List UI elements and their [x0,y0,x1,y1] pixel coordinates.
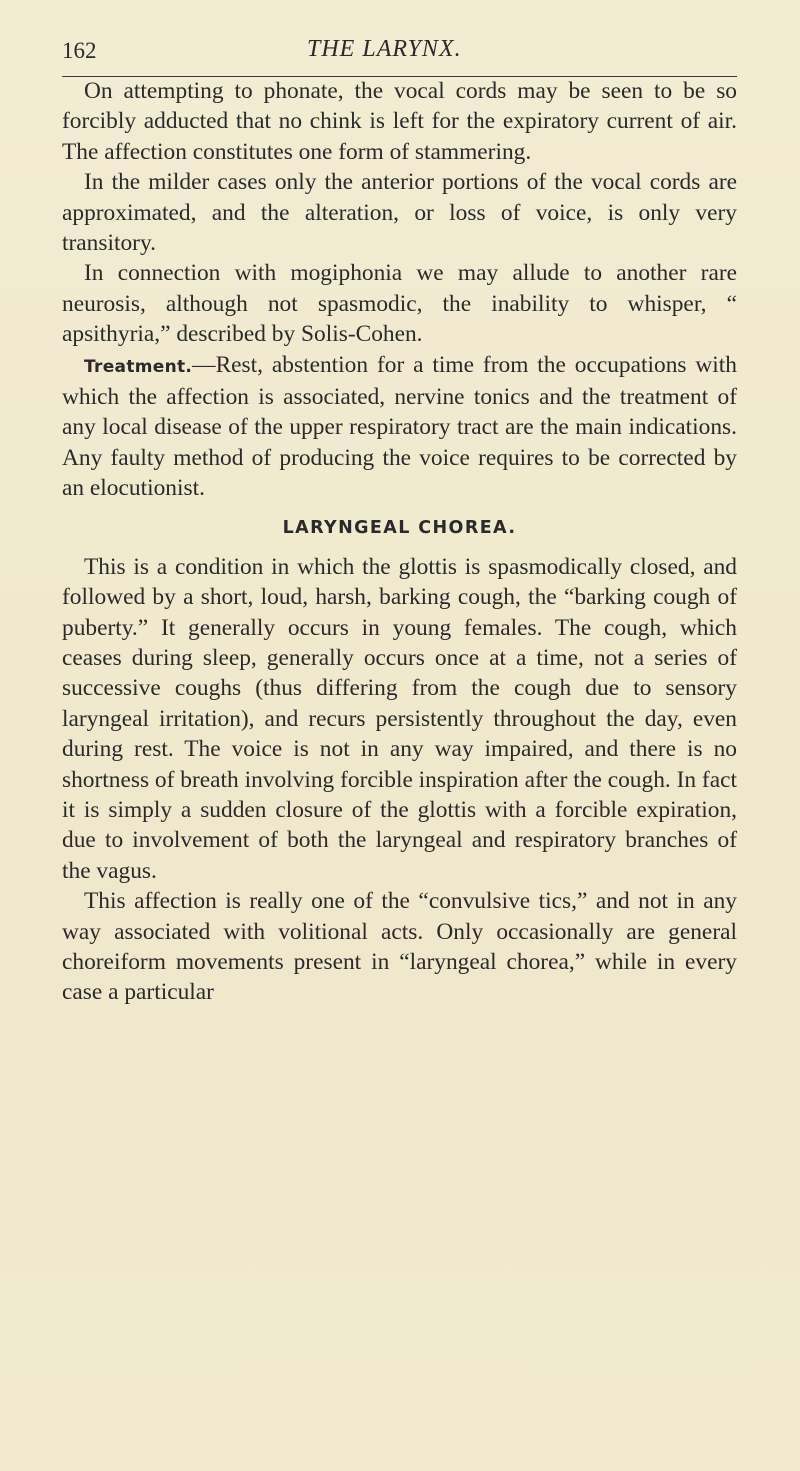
paragraph-stammering: On attempting to phonate, the vocal cords may be seen to be so forcibly adducted that no chink is left for the expiratory current of air. The affection constitutes one form of stammering. [62,78,737,165]
paragraph-treatment [62,350,737,504]
page-header [62,36,742,72]
paragraph-apsithyria: In connection with mogiphonia we may allude to another rare neurosis, although not spasmodic, the inability to whisper, “ apsithyria,” described by Solis-Cohen. [62,260,737,348]
paragraph-convulsive-tics: This affection is really one of the “convulsive tics,” and not in any way associated with volitional acts. Only occasionally are general choreiform movements present in “laryngeal chorea,” while in every case a particular [62,888,737,1006]
treatment-lead: Treatment. [84,356,193,377]
treatment-text: —Rest, abstention for a time from the occupations with which the affection is associated, nervine tonics and the treatment of any local disease of the upper respiratory tract are the main indications. Any faulty method of producing the voice requires to be corrected by an elocutionist. [62,351,737,502]
paragraph-milder-cases: In the milder cases only the anterior portions of the vocal cords are approximated, and the alteration, or loss of voice, is only very transitory. [62,169,737,257]
page-number: 162 [62,38,97,63]
running-title: THE LARYNX. [307,36,462,62]
section-heading: LARYNGEAL CHOREA. [282,517,517,538]
body-text [62,76,737,1008]
paragraph-laryngeal-chorea: This is a condition in which the glottis is spasmodically closed, and followed by a short, loud, harsh, barking cough, the “barking cough of puberty.” It generally occurs in young females. The cough, which ceases during sleep, generally occurs once at a time, not a series of successive coughs (thus differing from the cough due to sensory laryngeal irritation), and recurs persistently throughout the day, even during rest. The voice is not in any way impaired, and there is no shortness of breath involving forcible inspiration after the cough. In fact it is simply a sudden closure of the glottis with a forcible expiration, due to involvement of both the laryngeal and respiratory branches of the vagus. [62,553,737,884]
